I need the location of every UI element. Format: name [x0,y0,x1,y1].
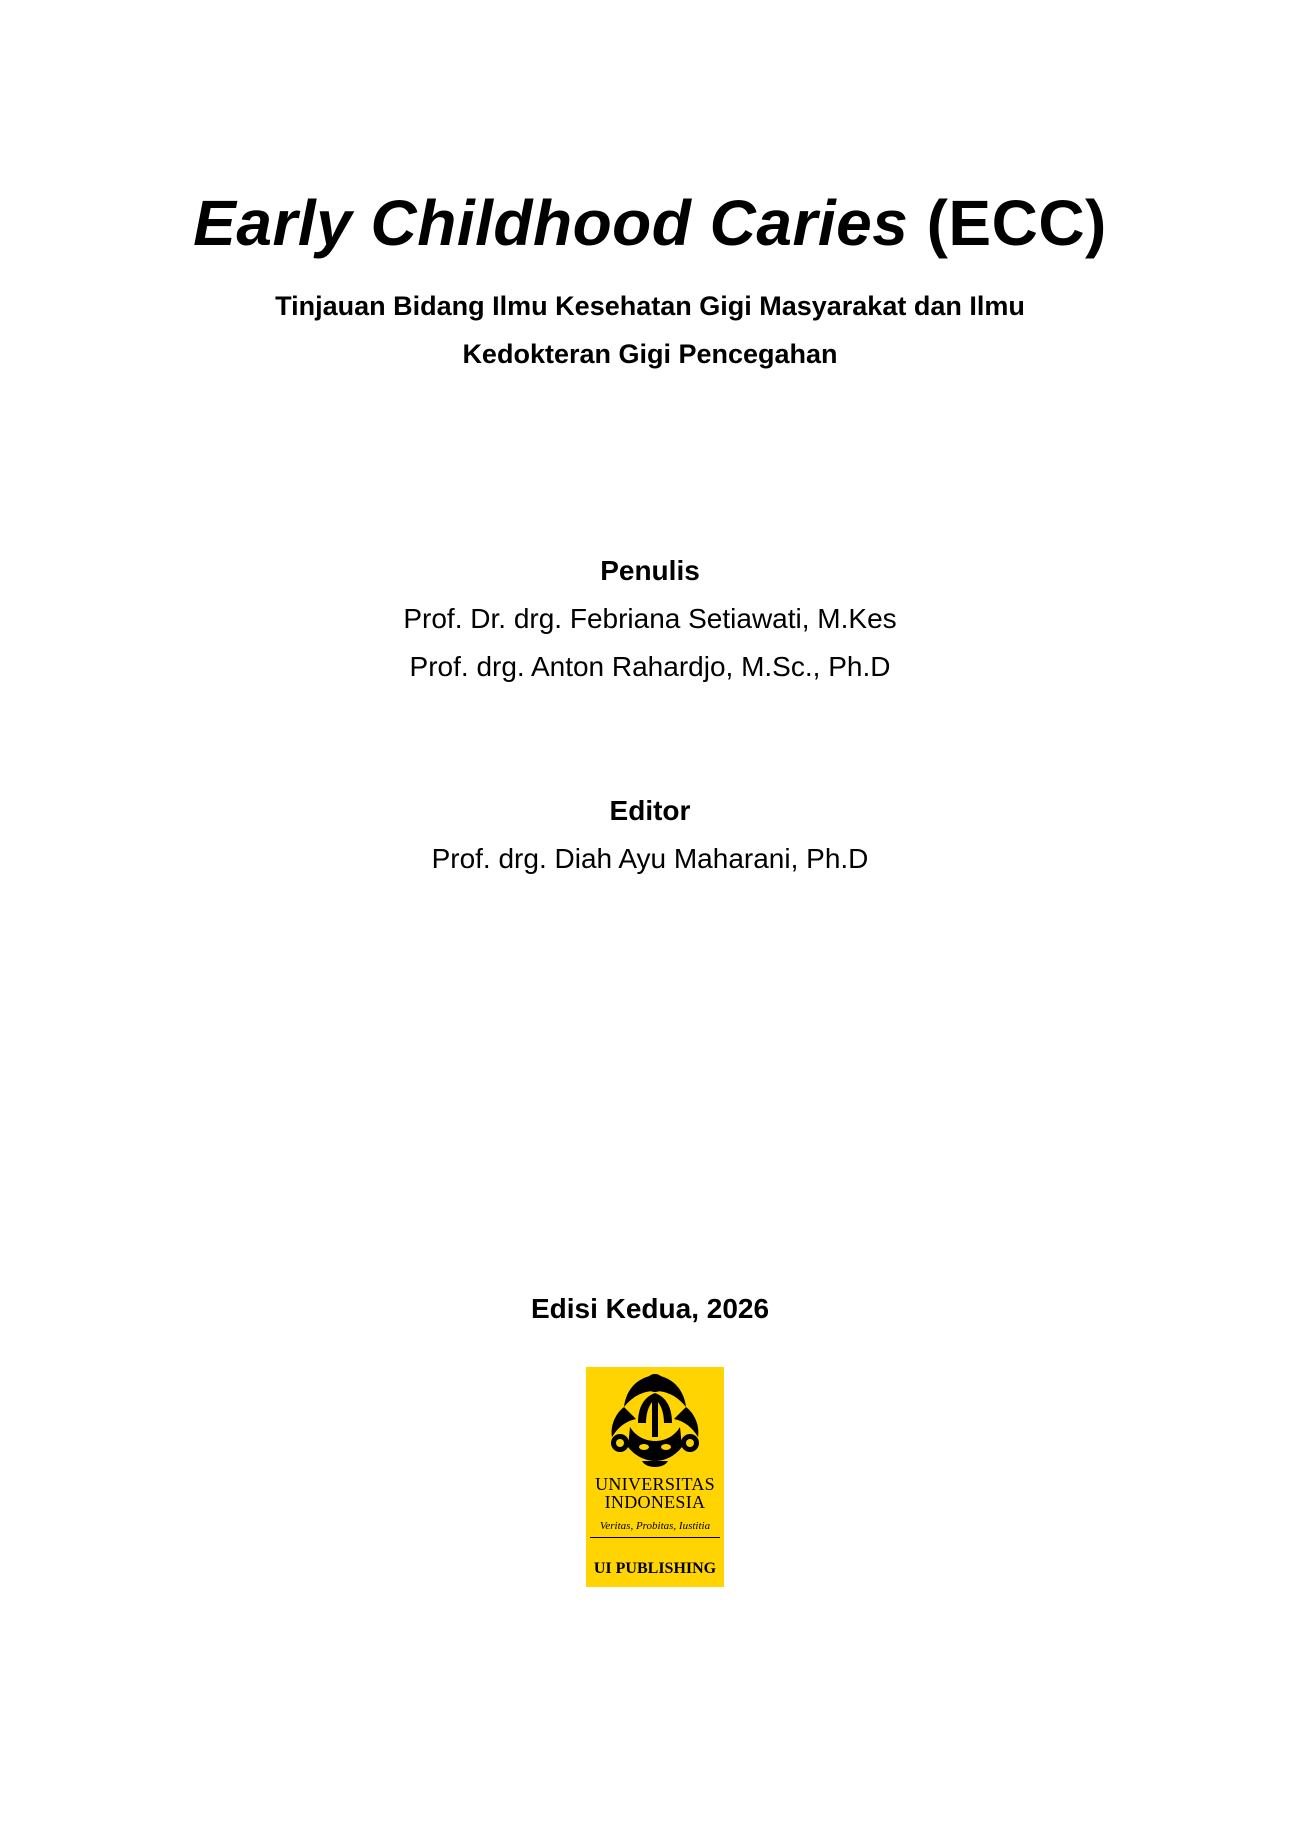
logo-line-1: UNIVERSITAS [595,1474,715,1494]
logo-publisher: UI PUBLISHING [593,1560,717,1577]
logo-motto: Veritas, Probitas, Iustitia [599,1520,711,1532]
book-subtitle [200,282,1100,378]
editor-heading: Editor [609,795,691,826]
book-title [0,185,1300,261]
subtitle-line-1: Tinjauan Bidang Ilmu Kesehatan Gigi Masyarakat dan Ilmu [275,291,1025,321]
title-abbreviation: (ECC) [908,187,1107,259]
authors-heading: Penulis [600,555,700,586]
edition-label: Edisi Kedua, 2026 [530,1293,770,1324]
logo-university-name [586,1475,724,1511]
author-name: Prof. Dr. drg. Febriana Setiawati, M.Kes [403,603,897,634]
editor-name: Prof. drg. Diah Ayu Maharani, Ph.D [431,843,869,874]
logo-line-2: INDONESIA [604,1492,706,1512]
subtitle-line-2: Kedokteran Gigi Pencegahan [462,339,838,369]
editor-section [0,787,1300,883]
logo-divider [590,1537,720,1538]
title-italic-part: Early Childhood Caries [193,187,909,259]
author-name: Prof. drg. Anton Rahardjo, M.Sc., Ph.D [409,651,891,682]
ui-publishing-logo [586,1367,724,1587]
authors-section [0,547,1300,691]
makara-emblem-icon [586,1367,724,1473]
